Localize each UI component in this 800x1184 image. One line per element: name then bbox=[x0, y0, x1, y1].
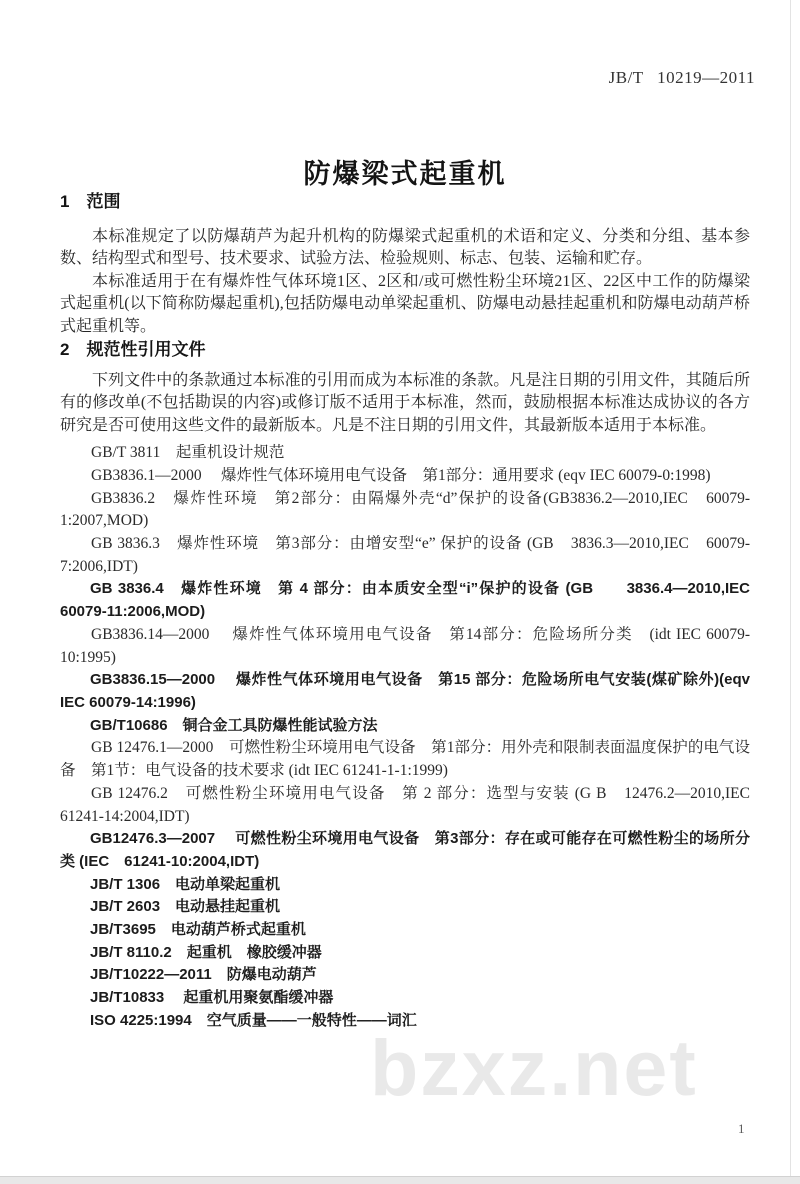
reference-item: GB12476.3—2007 可燃性粉尘环境用电气设备 第3部分：存在或可能存在可燃性粉尘的场所分类 (IEC 61241-10:2004,IDT) bbox=[60, 830, 750, 870]
reference-item: JB/T 2603 电动悬挂起重机 bbox=[90, 898, 281, 916]
section-heading-number: 1 bbox=[60, 192, 70, 211]
paragraph: 本标准适用于在有爆炸性气体环境1区、2区和/或可燃性粉尘环境21区、22区中工作的防爆梁式起重机(以下简称防爆起重机),包括防爆电动单梁起重机、防爆电动悬挂起重机和防爆电动葫芦桥式起重机等。 bbox=[60, 272, 750, 335]
paragraph: 本标准规定了以防爆葫芦为起升机构的防爆梁式起重机的术语和定义、分类和分组、基本参数、结构型式和型号、技术要求、试验方法、检验规则、标志、包装、运输和贮存。 bbox=[60, 228, 750, 268]
section-heading-label: 规范性引用文件 bbox=[86, 340, 206, 360]
reference-item: GB3836.15—2000 爆炸性气体环境用电气设备 第15 部分：危险场所电气安装(煤矿除外)(eqv IEC 60079-14:1996) bbox=[60, 671, 750, 711]
reference-item: JB/T10833 起重机用聚氨酯缓冲器 bbox=[90, 989, 334, 1007]
page-number: 1 bbox=[738, 1121, 745, 1136]
reference-item: GB 12476.1—2000 可燃性粉尘环境用电气设备 第1部分：用外壳和限制表面温度保护的电气设备 第1节：电气设备的技术要求 (idt IEC 61241-1-1:1999) bbox=[60, 739, 750, 780]
reference-item: JB/T3695 电动葫芦桥式起重机 bbox=[90, 921, 306, 939]
page-content bbox=[60, 0, 750, 1033]
reference-item: GB3836.1—2000 爆炸性气体环境用电气设备 第1部分：通用要求 (eqv IEC 60079-0:1998) bbox=[91, 466, 711, 484]
section-2-heading bbox=[60, 338, 750, 362]
section-heading-number: 2 bbox=[60, 340, 70, 360]
references-list bbox=[60, 442, 750, 1032]
watermark: bzxz.net bbox=[370, 1023, 698, 1112]
page-bottom-edge bbox=[0, 1176, 800, 1184]
reference-item: JB/T10222—2011 防爆电动葫芦 bbox=[90, 966, 317, 984]
reference-item: GB 12476.2 可燃性粉尘环境用电气设备 第 2 部分：选型与安装 (G B 12476.2—2010,IEC 61241-14:2004,IDT) bbox=[60, 784, 750, 825]
reference-item: GB 3836.4 爆炸性环境 第 4 部分：由本质安全型“i”保护的设备 (GB 3836.4—2010,IEC 60079-11:2006,MOD) bbox=[60, 580, 750, 621]
reference-item: JB/T 8110.2 起重机 橡胶缓冲器 bbox=[90, 943, 322, 961]
reference-item: JB/T 1306 电动单梁起重机 bbox=[90, 875, 281, 893]
reference-item: ISO 4225:1994 空气质量——一般特性——词汇 bbox=[90, 1011, 417, 1029]
reference-item: GB3836.14—2000 爆炸性气体环境用电气设备 第14部分：危险场所分类 (idt IEC 60079-10:1995) bbox=[60, 625, 750, 666]
page-right-edge bbox=[790, 0, 791, 1184]
reference-item: GB/T 3811 起重机设计规范 bbox=[91, 444, 285, 462]
standard-number: JB/T 10219—2011 bbox=[608, 68, 755, 87]
reference-item: GB3836.2 爆炸性环境 第2部分：由隔爆外壳“d”保护的设备(GB3836.2—2010,IEC 60079-1:2007,MOD) bbox=[60, 489, 750, 530]
references-intro: 下列文件中的条款通过本标准的引用而成为本标准的条款。凡是注日期的引用文件，其随后所有的修改单(不包括勘误的内容)或修订版不适用于本标准，然而，鼓励根据本标准达成协议的各方研究是否可使用这些文件的最新版本。凡是不注日期的引用文件，其最新版本适用于本标准。 bbox=[60, 372, 750, 434]
section-1-body bbox=[60, 226, 750, 338]
section-heading-label: 范围 bbox=[86, 192, 121, 211]
reference-item: GB/T10686 铜合金工具防爆性能试验方法 bbox=[90, 716, 378, 734]
document-title: 防爆梁式起重机 bbox=[303, 159, 507, 189]
reference-item: GB 3836.3 爆炸性环境 第3部分：由增安型“e” 保护的设备 (GB 3836.3—2010,IEC 60079-7:2006,IDT) bbox=[60, 535, 750, 575]
section-1-heading bbox=[60, 190, 750, 214]
